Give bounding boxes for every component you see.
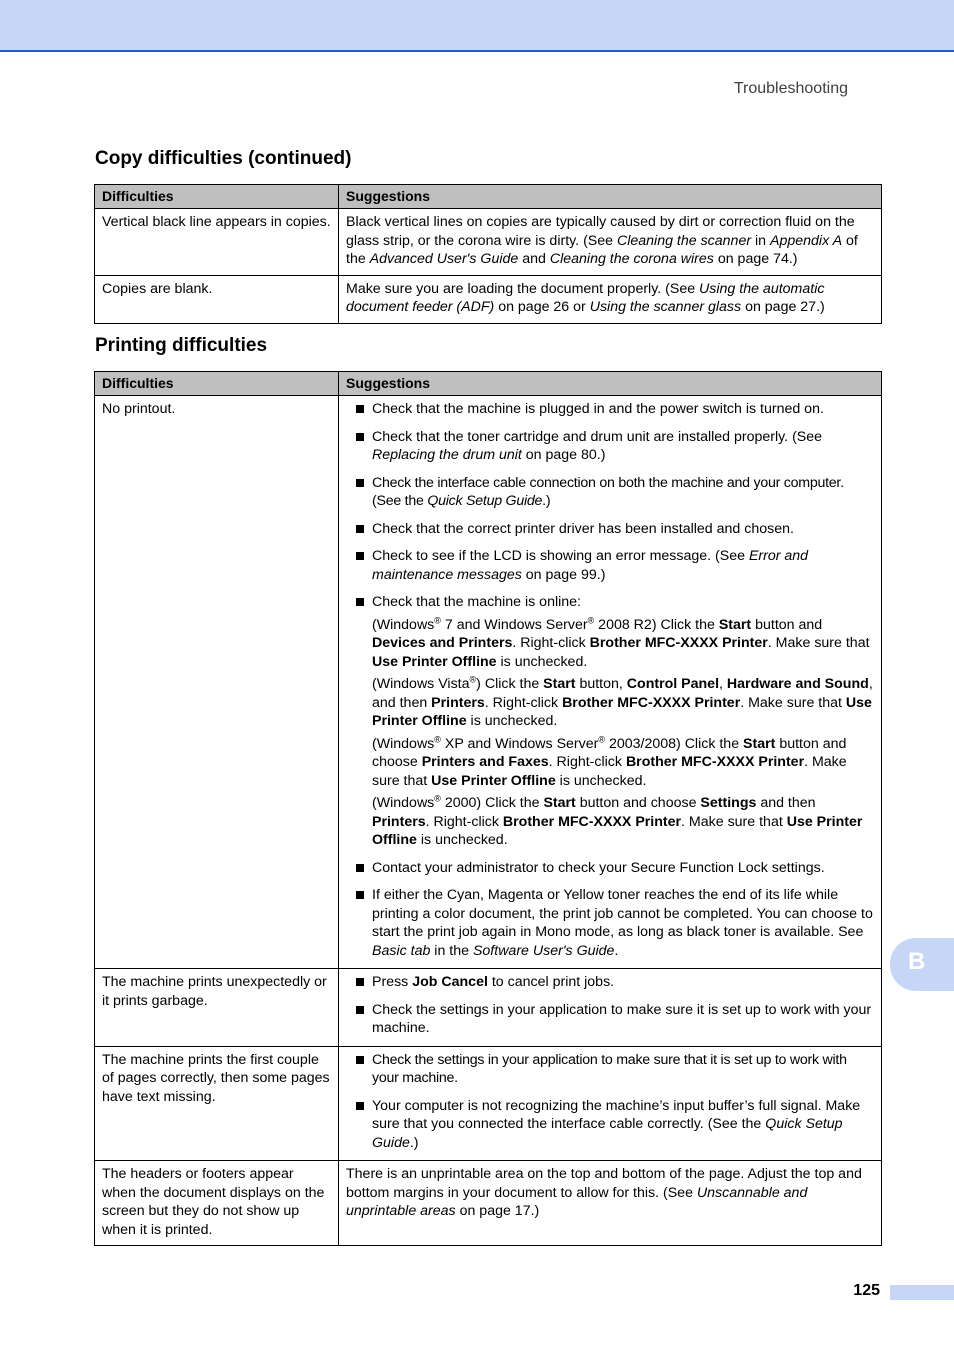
header-band: [0, 0, 954, 52]
list-item: Check that the toner cartridge and drum unit are installed properly. (See Replacing the drum unit on page 80.): [346, 428, 874, 465]
square-bullet-icon: [356, 978, 364, 986]
suggestion-cell: [339, 1046, 882, 1161]
page-number: 125: [853, 1282, 880, 1299]
printing-difficulties-table: [94, 371, 882, 1246]
table-row: [95, 275, 882, 323]
difficulty-cell: Vertical black line appears in copies.: [95, 209, 339, 276]
square-bullet-icon: [356, 598, 364, 606]
list-item: Check the interface cable connection on both the machine and your computer. (See the Quick Setup Guide.): [346, 474, 874, 511]
difficulty-cell: The machine prints unexpectedly or it prints garbage.: [95, 969, 339, 1047]
square-bullet-icon: [356, 479, 364, 487]
table-row: [95, 209, 882, 276]
difficulty-cell: The machine prints the first couple of pages correctly, then some pages have text missing.: [95, 1046, 339, 1161]
suggestion-list: [346, 400, 874, 960]
list-item: Check that the machine is plugged in and the power switch is turned on.: [346, 400, 874, 419]
table-row: [95, 396, 882, 969]
list-item: Check that the machine is online: (Windows® 7 and Windows Server® 2008 R2) Click the Start button and Devices and Printers. Right-click Brother MFC-XXXX Printer. Make sure that Use Printer Offline is unchecked. (Windows Vista®) Click the Start button, Control Panel, Hardware and Sound, and then Printers. Right-click Brother MFC-XXXX Printer. Make sure that Use Printer Offline is unchecked. (Windows® XP and Windows Server® 2003/2008) Click the Start button and choose Printers and Faxes. Right-click Brother MFC-XXXX Printer. Make sure that Use Printer Offline is unchecked. (Windows® 2000) Click the Start button and choose Settings and then Printers. Right-click Brother MFC-XXXX Printer. Make sure that Use Printer Offline is unchecked.: [346, 593, 874, 850]
list-item: If either the Cyan, Magenta or Yellow toner reaches the end of its life while printing a color document, the print job cannot be completed. You can choose to start the print job again in Mono mode, as long as black toner is available. See Basic tab in the Software User's Guide.: [346, 886, 874, 960]
column-header-suggestions: Suggestions: [339, 185, 882, 209]
suggestion-cell: [339, 969, 882, 1047]
suggestion-list: [346, 973, 874, 1038]
column-header-difficulties: Difficulties: [95, 185, 339, 209]
windows-2000-instructions: (Windows® 2000) Click the Start button and choose Settings and then Printers. Right-click Brother MFC-XXXX Printer. Make sure that Use Printer Offline is unchecked.: [372, 793, 863, 848]
table-header-row: [95, 372, 882, 396]
list-item: Check to see if the LCD is showing an error message. (See Error and maintenance messages on page 99.): [346, 547, 874, 584]
running-head: Troubleshooting: [733, 80, 848, 97]
appendix-tab-letter: B: [908, 948, 926, 975]
list-item: Check the settings in your application to make sure it is set up to work with your machine.: [346, 1001, 874, 1038]
square-bullet-icon: [356, 891, 364, 899]
footer-band: [890, 1285, 954, 1300]
square-bullet-icon: [356, 525, 364, 533]
list-item: Press Job Cancel to cancel print jobs.: [346, 973, 874, 992]
square-bullet-icon: [356, 552, 364, 560]
suggestion-cell: There is an unprintable area on the top and bottom of the page. Adjust the top and bottom margins in your document to allow for this. (See Unscannable and unprintable areas on page 17.): [339, 1161, 882, 1246]
windows-xp-instructions: (Windows® XP and Windows Server® 2003/2008) Click the Start button and choose Printers and Faxes. Right-click Brother MFC-XXXX Printer. Make sure that Use Printer Offline is unchecked.: [372, 733, 847, 789]
suggestion-list: [346, 1051, 874, 1153]
list-item: Check that the correct printer driver has been installed and chosen.: [346, 520, 874, 539]
difficulty-cell: The headers or footers appear when the document displays on the screen but they do not show up when it is printed.: [95, 1161, 339, 1246]
square-bullet-icon: [356, 433, 364, 441]
table-row: [95, 969, 882, 1047]
list-item: Check the settings in your application to make sure that it is set up to work with your machine.: [346, 1051, 874, 1088]
suggestion-cell: [339, 396, 882, 969]
square-bullet-icon: [356, 405, 364, 413]
list-item: Your computer is not recognizing the machine’s input buffer’s full signal. Make sure that you connected the interface cable correctly. (See the Quick Setup Guide.): [346, 1097, 874, 1153]
table-row: [95, 1161, 882, 1246]
windows-7-instructions: (Windows® 7 and Windows Server® 2008 R2) Click the Start button and Devices and Printers. Right-click Brother MFC-XXXX Printer. Make sure that Use Printer Offline is unchecked.: [372, 614, 870, 670]
list-item: Contact your administrator to check your Secure Function Lock settings.: [346, 859, 874, 878]
difficulty-cell: Copies are blank.: [95, 275, 339, 323]
table-row: [95, 1046, 882, 1161]
copy-difficulties-table: [94, 184, 882, 324]
appendix-tab: [890, 938, 954, 991]
column-header-difficulties: Difficulties: [95, 372, 339, 396]
square-bullet-icon: [356, 1102, 364, 1110]
square-bullet-icon: [356, 1006, 364, 1014]
print-section-title: Printing difficulties: [95, 335, 268, 356]
difficulty-cell: No printout.: [95, 396, 339, 969]
table-header-row: [95, 185, 882, 209]
square-bullet-icon: [356, 1056, 364, 1064]
suggestion-cell: Make sure you are loading the document properly. (See Using the automatic document feeder (ADF) on page 26 or Using the scanner glass on page 27.): [339, 275, 882, 323]
column-header-suggestions: Suggestions: [339, 372, 882, 396]
suggestion-cell: Black vertical lines on copies are typically caused by dirt or correction fluid on the glass strip, or the corona wire is dirty. (See Cleaning the scanner in Appendix A of the Advanced User's Guide and Cleaning the corona wires on page 74.): [339, 209, 882, 276]
copy-section-title: Copy difficulties (continued): [95, 148, 352, 169]
windows-vista-instructions: (Windows Vista®) Click the Start button, Control Panel, Hardware and Sound, and then Printers. Right-click Brother MFC-XXXX Printer. Make sure that Use Printer Offline is unchecked.: [372, 674, 873, 729]
square-bullet-icon: [356, 864, 364, 872]
